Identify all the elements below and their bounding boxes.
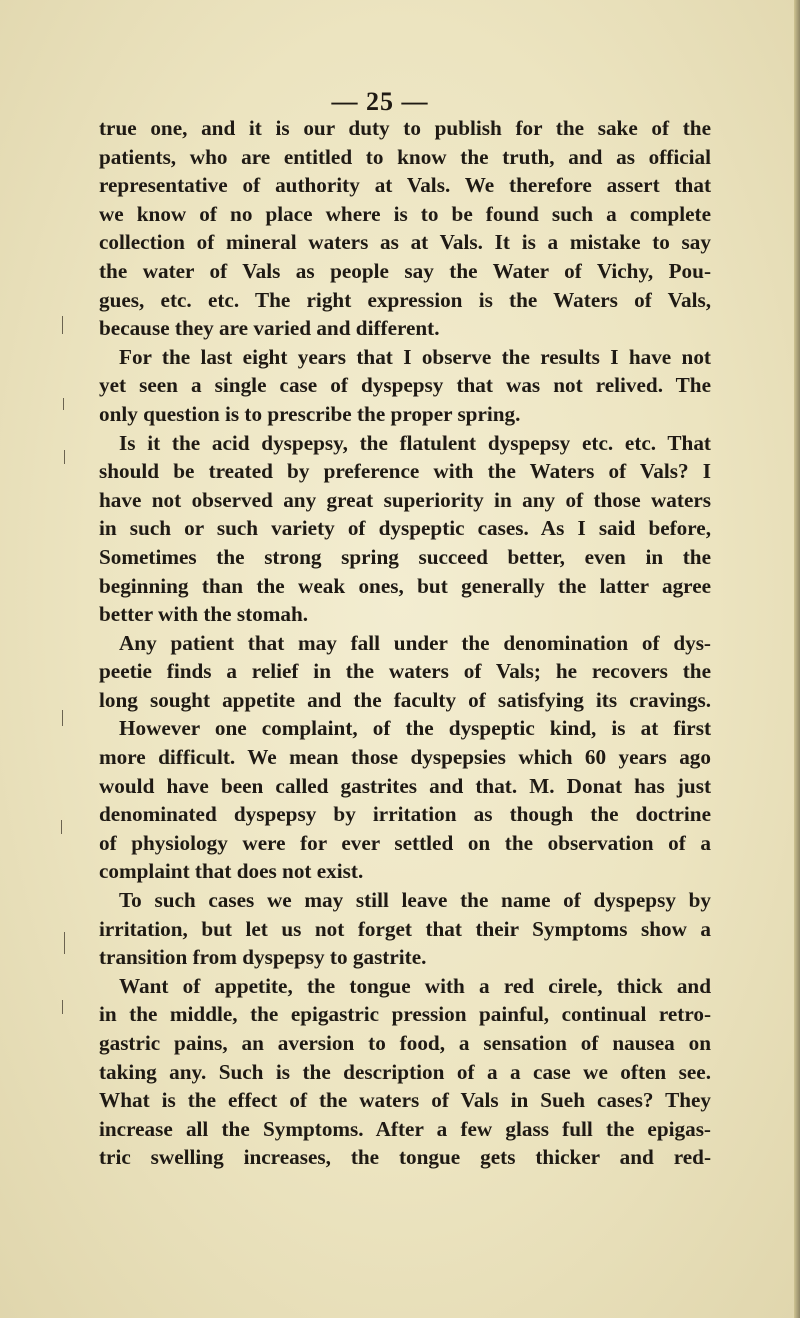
text-line: of physiology were for ever settled on the observation of a: [99, 830, 711, 855]
text-line: would have been called gastrites and that. M. Donat has just: [99, 773, 711, 798]
text-line: long sought appetite and the faculty of satisfying its cravings.: [99, 687, 711, 712]
text-line: yet seen a single case of dyspepsy that was not relived. The: [99, 373, 711, 398]
text-line: Is it the acid dyspepsy, the flatulent dyspepsy etc. etc. That: [119, 430, 711, 455]
text-line: because they are varied and different.: [99, 316, 440, 341]
text-line: we know of no place where is to be found such a complete: [99, 201, 711, 226]
text-line: more difficult. We mean those dyspepsies which 60 years ago: [99, 745, 711, 770]
text-line: patients, who are entitled to know the truth, and as official: [99, 144, 711, 169]
body-text: [99, 114, 711, 1172]
text-line: For the last eight years that I observe the results I have not: [119, 344, 711, 369]
text-line: gastric pains, an aversion to food, a sensation of nausea on: [99, 1031, 711, 1055]
text-line: representative of authority at Vals. We therefore assert that: [99, 173, 711, 198]
text-line: true one, and it is our duty to publish for the sake of the: [99, 116, 711, 140]
text-line: in the middle, the epigastric pression painful, continual retro-: [99, 1002, 711, 1027]
text-line: in such or such variety of dyspeptic cases. As I said before,: [99, 516, 711, 541]
page-number: — 25 —: [331, 87, 429, 116]
text-line: What is the effect of the waters of Vals in Sueh cases? They: [99, 1088, 711, 1113]
text-line: irritation, but let us not forget that their Symptoms show a: [99, 916, 711, 941]
text-line: only question is to prescribe the proper spring.: [99, 401, 521, 426]
text-line: However one complaint, of the dyspeptic kind, is at first: [119, 716, 711, 741]
text-line: To such cases we may still leave the name of dyspepsy by: [119, 888, 711, 913]
text-line: complaint that does not exist.: [99, 859, 364, 884]
text-line: Any patient that may fall under the denomination of dys-: [119, 630, 711, 655]
text-line: Sometimes the strong spring succeed better, even in the: [99, 544, 711, 569]
text-line: the water of Vals as people say the Water of Vichy, Pou-: [99, 258, 711, 283]
text-line: denominated dyspepsy by irritation as though the doctrine: [99, 802, 711, 827]
text-line: transition from dyspepsy to gastrite.: [99, 945, 427, 970]
text-line: Want of appetite, the tongue with a red cirele, thick and: [119, 973, 711, 998]
text-line: tric swelling increases, the tongue gets thicker and red-: [99, 1145, 711, 1170]
text-line: better with the stomah.: [99, 602, 309, 627]
text-line: beginning than the weak ones, but generally the latter agree: [99, 573, 711, 598]
page-edge-shadow: [794, 0, 800, 1318]
text-line: should be treated by preference with the Waters of Vals? I: [99, 459, 711, 484]
text-line: collection of mineral waters as at Vals. It is a mistake to say: [99, 230, 711, 255]
text-line: peetie finds a relief in the waters of Vals; he recovers the: [99, 659, 711, 684]
text-line: increase all the Symptoms. After a few glass full the epigas-: [99, 1116, 711, 1141]
text-line: taking any. Such is the description of a a case we often see.: [99, 1059, 711, 1084]
text-line: gues, etc. etc. The right expression is the Waters of Vals,: [99, 287, 711, 312]
text-line: have not observed any great superiority in any of those waters: [99, 487, 711, 512]
